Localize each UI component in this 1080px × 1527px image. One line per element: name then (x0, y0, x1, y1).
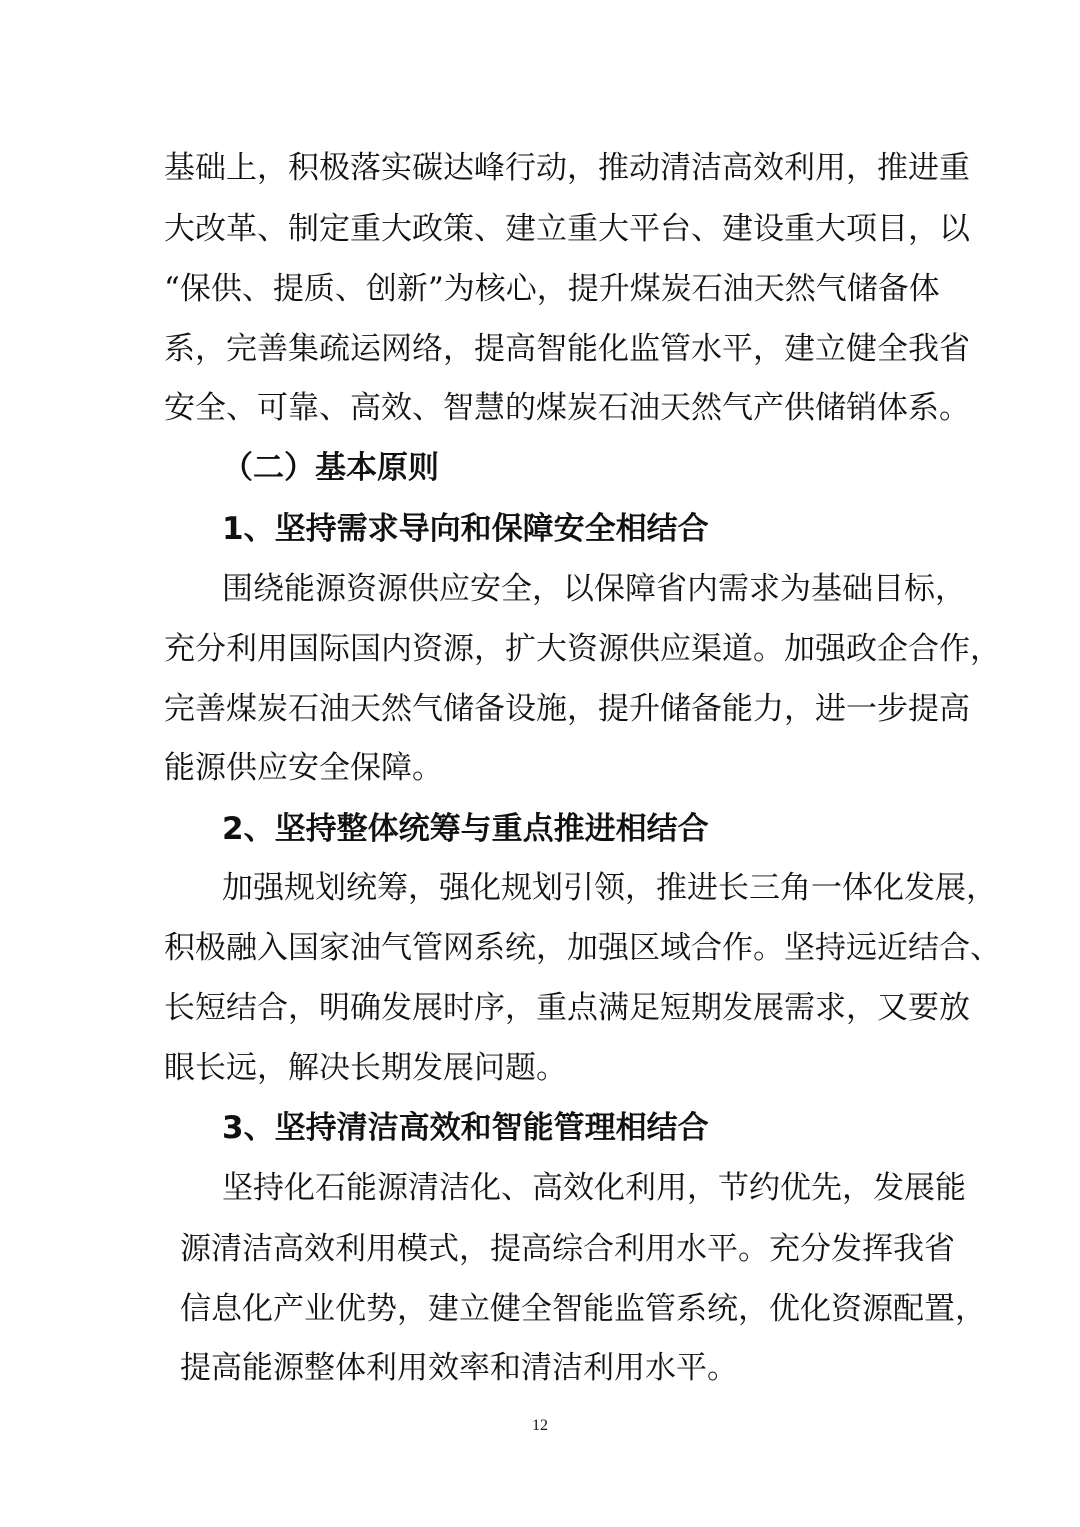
paragraph-line: 积极融入国家油气管网系统，加强区域合作。坚持远近结合、 (164, 930, 1001, 966)
paragraph-line: 坚持化石能源清洁化、高效化利用，节约优先，发展能 (222, 1170, 966, 1206)
paragraph-line: 大改革、制定重大政策、建立重大平台、建设重大项目，以 (164, 211, 970, 247)
paragraph-line: 充分利用国际国内资源，扩大资源供应渠道。加强政企合作， (164, 631, 1001, 667)
paragraph-line: 安全、可靠、高效、智慧的煤炭石油天然气产供储销体系。 (164, 390, 970, 426)
principle-heading: 1、坚持需求导向和保障安全相结合 (222, 511, 709, 547)
paragraph-line: 完善煤炭石油天然气储备设施，提升储备能力，进一步提高 (164, 691, 970, 727)
principle-heading: 2、坚持整体统筹与重点推进相结合 (222, 811, 709, 847)
paragraph-line: 提高能源整体利用效率和清洁利用水平。 (180, 1350, 738, 1386)
paragraph-line: 围绕能源资源供应安全，以保障省内需求为基础目标， (222, 571, 966, 607)
page-number: 12 (532, 1417, 548, 1434)
paragraph-line: 系，完善集疏运网络，提高智能化监管水平，建立健全我省 (164, 331, 970, 367)
paragraph-line: 源清洁高效利用模式，提高综合利用水平。充分发挥我省 (180, 1231, 955, 1267)
paragraph-line: 加强规划统筹，强化规划引领，推进长三角一体化发展， (222, 870, 997, 906)
paragraph-line: 信息化产业优势，建立健全智能监管系统，优化资源配置， (180, 1291, 986, 1327)
paragraph-line: 眼长远，解决长期发展问题。 (164, 1050, 567, 1086)
paragraph-line: 能源供应安全保障。 (164, 750, 443, 786)
paragraph-line: 基础上，积极落实碳达峰行动，推动清洁高效利用，推进重 (164, 150, 970, 186)
paragraph-line: 长短结合，明确发展时序，重点满足短期发展需求，又要放 (164, 990, 970, 1026)
principle-heading: 3、坚持清洁高效和智能管理相结合 (222, 1110, 709, 1146)
paragraph-line: “保供、提质、创新”为核心，提升煤炭石油天然气储备体 (164, 271, 940, 307)
section-heading: （二）基本原则 (222, 450, 439, 486)
